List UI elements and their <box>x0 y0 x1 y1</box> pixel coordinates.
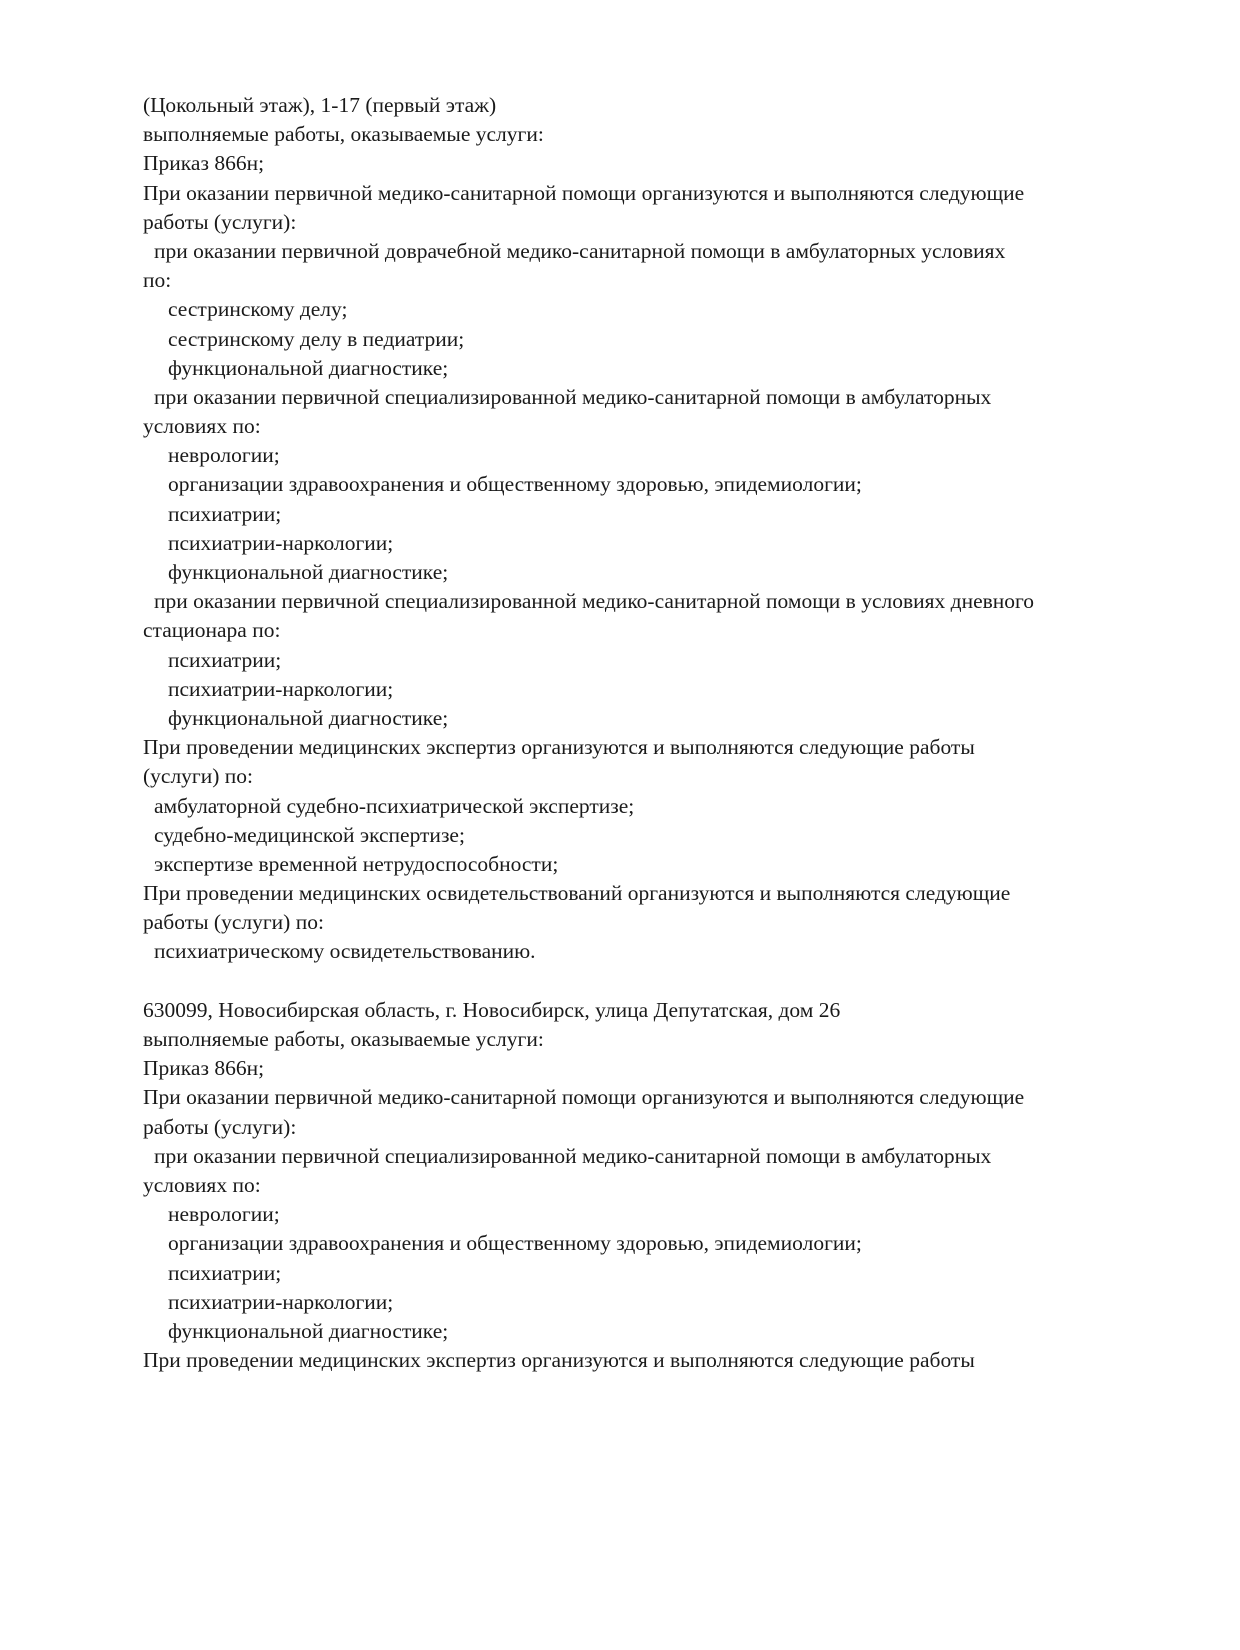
list-item: функциональной диагностике; <box>168 1318 449 1343</box>
list-item: организации здравоохранения и общественному здоровью, эпидемиологии; <box>168 472 862 497</box>
list-item: психиатрии-наркологии; <box>168 676 394 701</box>
examinations-heading-cont: работы (услуги) по: <box>143 910 324 935</box>
primary-care-heading-cont: работы (услуги): <box>143 1114 297 1139</box>
section-spacer <box>143 967 1203 996</box>
list-item: функциональной диагностике; <box>168 560 449 584</box>
order-reference: Приказ 866н; <box>143 151 265 176</box>
list-item: экспертизе временной нетрудоспособности; <box>154 851 559 876</box>
list-item: психиатрии; <box>168 1260 282 1285</box>
list-item: организации здравоохранения и общественному здоровью, эпидемиологии; <box>168 1231 862 1256</box>
list-item: амбулаторной судебно-психиатрической экспертизе; <box>154 793 635 818</box>
address-tail: (Цокольный этаж), 1-17 (первый этаж) <box>143 93 497 117</box>
list-item: сестринскому делу в педиатрии; <box>168 326 465 351</box>
expertise-heading: При проведении медицинских экспертиз организуются и выполняются следующие работы <box>143 1348 975 1373</box>
primary-care-heading: При оказании первичной медико-санитарной помощи организуются и выполняются следующие <box>143 1085 1025 1110</box>
specialized-day-heading: при оказании первичной специализированной медико-санитарной помощи в условиях дневного <box>154 589 1035 614</box>
prehospital-heading: при оказании первичной доврачебной медико-санитарной помощи в амбулаторных условиях <box>154 238 1006 263</box>
order-reference: Приказ 866н; <box>143 1056 265 1081</box>
primary-care-heading-cont: работы (услуги): <box>143 209 297 234</box>
list-item: психиатрии; <box>168 647 282 672</box>
works-heading: выполняемые работы, оказываемые услуги: <box>143 122 544 147</box>
list-item: психиатрическому освидетельствованию. <box>154 939 536 964</box>
prehospital-heading-cont: по: <box>143 268 172 293</box>
address: 630099, Новосибирская область, г. Новосибирск, улица Депутатская, дом 26 <box>143 997 841 1022</box>
works-heading: выполняемые работы, оказываемые услуги: <box>143 1027 544 1051</box>
list-item: функциональной диагностике; <box>168 705 449 730</box>
list-item: психиатрии; <box>168 501 282 526</box>
list-item: сестринскому делу; <box>168 297 348 322</box>
primary-care-heading: При оказании первичной медико-санитарной помощи организуются и выполняются следующие <box>143 180 1025 205</box>
examinations-heading: При проведении медицинских освидетельствований организуются и выполняются следующие <box>143 881 1011 906</box>
specialized-ambulatory-heading-cont: условиях по: <box>143 414 261 439</box>
list-item: судебно-медицинской экспертизе; <box>154 822 465 847</box>
expertise-heading: При проведении медицинских экспертиз организуются и выполняются следующие работы <box>143 735 975 760</box>
list-item: психиатрии-наркологии; <box>168 530 394 555</box>
specialized-ambulatory-heading: при оказании первичной специализированной медико-санитарной помощи в амбулаторных <box>154 384 992 409</box>
list-item: неврологии; <box>168 1202 280 1227</box>
document-body <box>143 91 1203 1375</box>
specialized-ambulatory-heading-cont: условиях по: <box>143 1172 261 1197</box>
expertise-heading-cont: (услуги) по: <box>143 764 254 789</box>
list-item: функциональной диагностике; <box>168 355 449 380</box>
specialized-day-heading-cont: стационара по: <box>143 618 281 643</box>
specialized-ambulatory-heading: при оказании первичной специализированной медико-санитарной помощи в амбулаторных <box>154 1143 992 1168</box>
list-item: неврологии; <box>168 443 280 468</box>
list-item: психиатрии-наркологии; <box>168 1289 394 1314</box>
